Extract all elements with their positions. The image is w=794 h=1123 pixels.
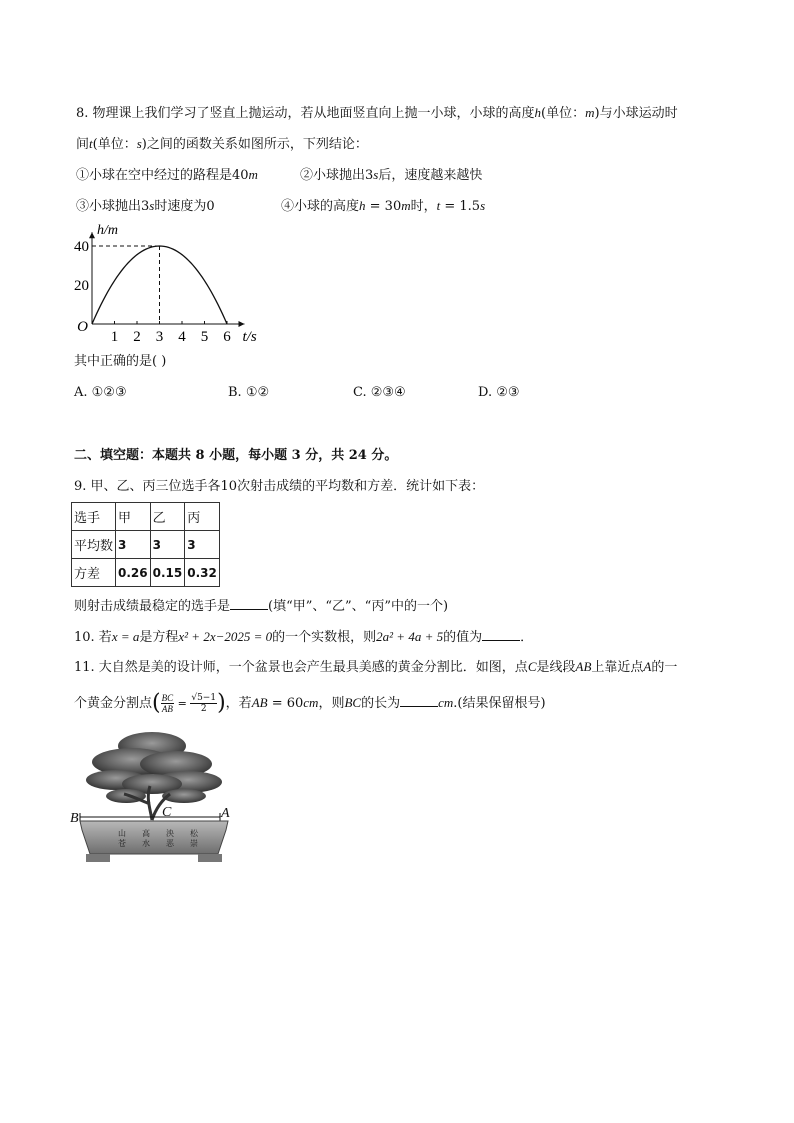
point-label-a: A <box>221 806 230 821</box>
table-cell: 0.15 <box>150 559 185 587</box>
height-time-chart <box>66 220 276 350</box>
svg-text:水: 水 <box>142 839 150 848</box>
x-tick-label: 4 <box>178 329 186 345</box>
y-tick-label: 20 <box>74 278 89 294</box>
point-label-b: B <box>70 811 79 826</box>
x-tick-label: 1 <box>110 329 119 345</box>
q8-conclusion-1: ①小球在空中经过的路程是40m <box>76 167 258 183</box>
q8-conclusion-4: ④小球的高度h = 30m时，t = 1.5s <box>281 198 486 214</box>
tree-foliage <box>86 732 222 803</box>
table-header-cell: 乙 <box>150 503 185 531</box>
svg-text:高: 高 <box>142 829 150 838</box>
q8-option-c[interactable]: C. ②③④ <box>353 385 406 400</box>
table-cell: 平均数 <box>72 531 116 559</box>
table-cell: 0.26 <box>116 559 151 587</box>
table-cell: 3 <box>185 531 220 559</box>
answer-blank[interactable] <box>400 693 438 707</box>
table-cell: 3 <box>150 531 185 559</box>
svg-text:泱: 泱 <box>166 829 174 838</box>
point-label-c: C <box>162 805 172 820</box>
q8-question: 其中正确的是( ) <box>74 354 167 369</box>
q8-conclusion-3: ③小球抛出3s时速度为0 <box>76 198 215 214</box>
answer-blank[interactable] <box>230 596 268 610</box>
section-title: 二、填空题：本题共 8 小题，每小题 3 分，共 24 分。 <box>74 448 398 463</box>
table-cell: 3 <box>116 531 151 559</box>
q9-intro: 9. 甲、乙、丙三位选手各10次射击成绩的平均数和方差．统计如下表： <box>74 479 485 494</box>
table-row <box>72 559 220 587</box>
answer-blank[interactable] <box>482 627 520 641</box>
x-tick-label: 2 <box>133 329 141 345</box>
table-header-cell: 选手 <box>72 503 116 531</box>
q9-answer-line: 则射击成绩最稳定的选手是 (填“甲”、“乙”、“丙”中的一个) <box>74 596 448 616</box>
table-header-cell: 丙 <box>185 503 220 531</box>
fraction-golden: $\frac{√5-1}{2}$ <box>191 693 217 714</box>
y-axis-label: h/m <box>97 223 118 238</box>
q8-option-a[interactable]: A. ①②③ <box>74 385 127 400</box>
q8-line1: 8. 物理课上我们学习了竖直上抛运动，若从地面竖直向上抛一小球，小球的高度h(单位：m)与小球运动时 <box>76 105 678 121</box>
q10-line: 10. 若x = a是方程x² + 2x−2025 = 0的一个实数根，则2a² + 4a + 5的值为 ． <box>74 629 534 645</box>
x-tick-label: 6 <box>223 329 231 345</box>
table-cell: 方差 <box>72 559 116 587</box>
q9-stats-table <box>71 502 220 587</box>
q8-option-d[interactable]: D. ②③ <box>478 385 520 400</box>
table-cell: 0.32 <box>185 559 220 587</box>
table-header-cell: 甲 <box>116 503 151 531</box>
q8-option-b[interactable]: B. ①② <box>228 385 270 400</box>
x-tick-label: 5 <box>200 329 209 345</box>
y-tick-label: 40 <box>74 239 89 255</box>
q8-conclusion-2: ②小球抛出3s后，速度越来越快 <box>300 167 483 183</box>
svg-text:恶: 恶 <box>166 839 174 848</box>
x-tick-label: 3 <box>155 329 164 345</box>
q8-line2: 间t(单位：s)之间的函数关系如图所示，下列结论： <box>76 136 368 152</box>
table-header-row <box>72 503 220 531</box>
table-row <box>72 531 220 559</box>
y-axis-arrow <box>89 232 95 238</box>
q11-line2: 个黄金分割点( $\frac{BC}{AB}$ = $\frac{√5-1}{2}$ )，若AB = 60cm，则BC的长为 cm.(结果保留根号) <box>74 690 546 716</box>
svg-text:崇: 崇 <box>190 839 198 848</box>
bonsai-pot <box>80 821 228 854</box>
svg-text:山: 山 <box>118 829 126 838</box>
q11-line1: 11. 大自然是美的设计师，一个盆景也会产生最具美感的黄金分割比．如图，点C是线段AB上靠近点A的一 <box>74 659 678 675</box>
svg-text:苍: 苍 <box>118 839 126 848</box>
fraction-bc-ab: $\frac{BC}{AB}$ <box>161 693 174 714</box>
x-axis-label: t/s <box>242 329 257 345</box>
origin-label: O <box>77 319 88 335</box>
bonsai-figure <box>66 724 238 866</box>
x-axis-arrow <box>239 321 245 327</box>
svg-text:松: 松 <box>190 829 198 838</box>
